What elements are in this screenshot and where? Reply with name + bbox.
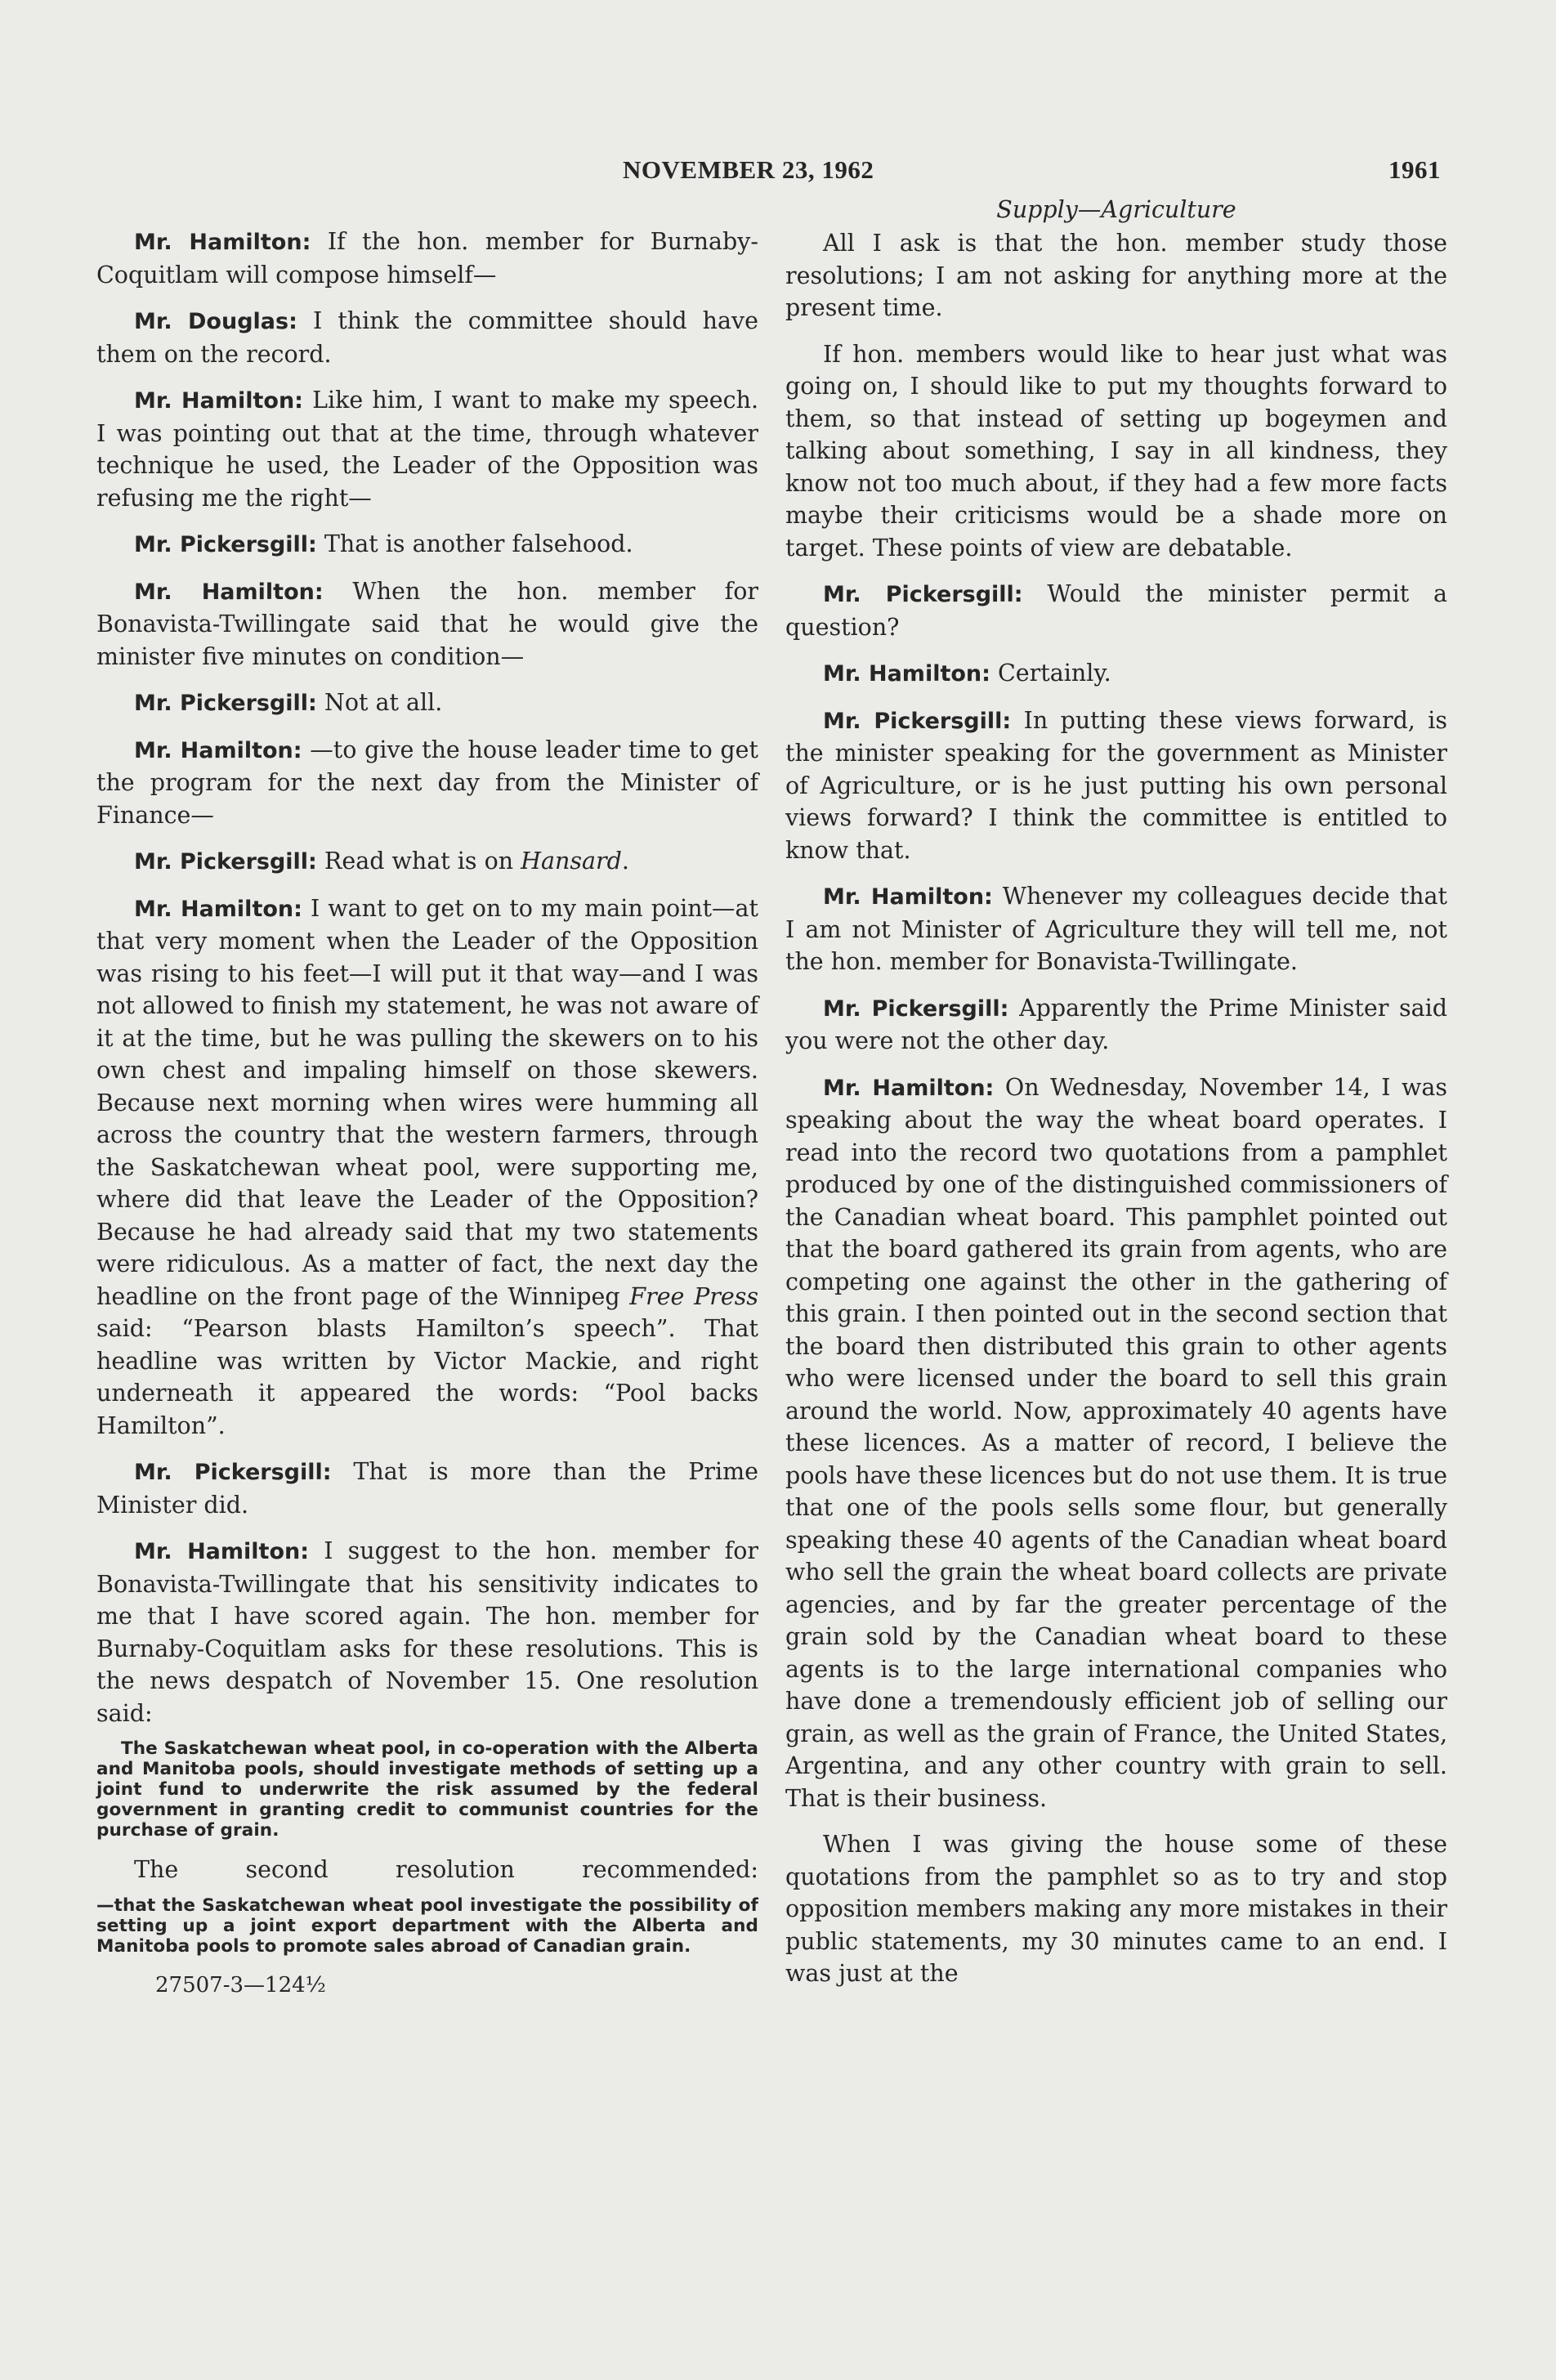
block-quote: —that the Saskatchewan wheat pool investigate the possibility of setting up a joint export department with the Alberta and Manitoba pools to promote sales abroad of Canadian grain.: [96, 1895, 758, 1957]
paragraph: [785, 578, 1447, 643]
speech-text: I suggest to the hon. member for Bonavista-Twillingate that his sensitivity indicates to me that I have scored again. The hon. member for Burnaby-Coquitlam asks for these resolutions. This is the news despatch of November 15. One resolution said:: [96, 1537, 758, 1727]
speech-text: Apparently the Prime Minister said you were not the other day.: [785, 994, 1447, 1054]
printer-code: 27507-3—124½: [155, 1972, 326, 1998]
speech-text: .: [621, 848, 629, 875]
header-date: NOVEMBER 23, 1962: [623, 155, 874, 184]
speech-text: That is another falsehood.: [316, 530, 633, 557]
paragraph: [96, 1456, 758, 1521]
speaker-name: Mr. Pickersgill:: [823, 995, 1009, 1022]
paragraph: All I ask is that the hon. member study those resolutions; I am not asking for anything more at the present time.: [785, 230, 1447, 321]
speaker-name: Mr. Hamilton:: [134, 230, 311, 255]
speaker-name: Mr. Hamilton:: [823, 661, 990, 687]
speaker-name: Mr. Hamilton:: [134, 388, 303, 414]
paragraph: [96, 528, 758, 561]
speech-text: When the hon. member for Bonavista-Twillingate said that he would give the minister five minutes on condition—: [96, 577, 758, 670]
speech-text: said: “Pearson blasts Hamilton’s speech”. That headline was written by Victor Mackie, and right underneath it appeared the words: “Pool backs Hamilton”.: [96, 1315, 758, 1439]
left-column: [96, 226, 758, 2002]
paragraph: [96, 734, 758, 832]
speech-text: Read what is on: [316, 848, 521, 875]
section-title: Supply—Agriculture: [996, 196, 1236, 223]
speech-text: Whenever my colleagues decide that I am not Minister of Agriculture they will tell me, not the hon. member for Bonavista-Twillingate.: [785, 883, 1447, 975]
paragraph: [96, 305, 758, 370]
speaker-name: Mr. Pickersgill:: [823, 582, 1023, 607]
block-quote: The Saskatchewan wheat pool, in co-operation with the Alberta and Manitoba pools, should investigate methods of setting up a joint fund to underwrite the risk assumed by the federal government in granting credit to communist countries for the purchase of grain.: [96, 1738, 758, 1841]
page-header: [96, 155, 1441, 196]
speaker-name: Mr. Pickersgill:: [134, 691, 317, 716]
speech-text: I think the committee should have them on the record.: [96, 307, 758, 368]
speech-text: In putting these views forward, is the minister speaking for the government as Minister of Agriculture, or is he just putting his own personal views forward? I think the committee is entitled to know that.: [785, 706, 1447, 864]
speech-text: —to give the house leader time to get the program for the next day from the Minister of Finance—: [96, 736, 758, 829]
italic-title: Free Press: [629, 1282, 759, 1310]
speaker-name: Mr. Hamilton:: [823, 884, 993, 910]
paragraph: [96, 892, 758, 1443]
speaker-name: Mr. Pickersgill:: [134, 532, 317, 557]
paragraph: [96, 845, 758, 879]
speech-text: If the hon. member for Burnaby-Coquitlam will compose himself—: [96, 228, 758, 289]
paragraph: [785, 880, 1447, 978]
paragraph: [96, 1535, 758, 1729]
speaker-name: Mr. Hamilton:: [134, 896, 302, 922]
speech-text: Like him, I want to make my speech. I was pointing out that at the time, through whatever technique he used, the Leader of the Opposition was refusing me the right—: [96, 387, 758, 512]
paragraph: [96, 687, 758, 720]
speaker-name: Mr. Hamilton:: [823, 1075, 995, 1101]
page-number: 1961: [1388, 155, 1441, 184]
paragraph: [785, 1071, 1447, 1815]
paragraph: When I was giving the house some of these quotations from the pamphlet so as to try and stop opposition members making any more mistakes in their public statements, my 30 minutes came to an end. I was just at the: [785, 1831, 1447, 1987]
speaker-name: Mr. Pickersgill:: [823, 708, 1012, 734]
speech-text: On Wednesday, November 14, I was speaking about the way the wheat board operates. I read into the record two quotations from a pamphlet produced by one of the distinguished commissioners of the Canadian wheat board. This pamphlet pointed out that the board gathered its grain from agents, who are competing one against the other in the gathering of this grain. I then pointed out in the second section that the board then distributed this grain to other agents who were licensed under the board to sell this grain around the world. Now, approximately 40 agents have these licences. As a matter of record, I believe the pools have these licences but do not use them. It is true that one of the pools sells some flour, but generally speaking these 40 agents of the Canadian wheat board who sell the grain the wheat board collects are private agencies, and by far the greater percentage of the grain sold by the Canadian wheat board to these agents is to the large international companies who have done a tremendously efficient job of selling our grain, as well as the grain of France, the United States, Argentina, and any other country with grain to sell. That is their business.: [785, 1073, 1447, 1812]
speech-text: I want to get on to my main point—at that very moment when the Leader of the Opposition was rising to his feet—I will put it that way—and I was not allowed to finish my statement, he was not aware of it at the time, but he was pulling the skewers on to his own chest and impaling himself on those skewers. Because next morning when wires were humming all across the country that the western farmers, through the Saskatchewan wheat pool, were supporting me, where did that leave the Leader of the Opposition? Because he had already said that my two statements were ridiculous. As a matter of fact, the next day the headline on the front page of the Winnipeg: [96, 894, 758, 1310]
speaker-name: Mr. Hamilton:: [134, 737, 302, 763]
paragraph: If hon. members would like to hear just what was going on, I should like to put my thoughts forward to them, so that instead of setting up bogeymen and talking about something, I say in all kindness, they know not too much about, if they had a few more facts maybe their criticisms would be a shade more on target. These points of view are debatable.: [785, 340, 1447, 561]
speech-text: Certainly.: [990, 660, 1111, 687]
speaker-name: Mr. Hamilton:: [134, 579, 324, 605]
speaker-name: Mr. Hamilton:: [134, 1539, 310, 1564]
speaker-name: Mr. Pickersgill:: [134, 849, 317, 875]
paragraph: [96, 226, 758, 291]
paragraph: [96, 384, 758, 514]
paragraph: The second resolution recommended:: [134, 1856, 758, 1883]
speaker-name: Mr. Douglas:: [134, 309, 297, 334]
paragraph: [785, 705, 1447, 867]
speech-text: Would the minister permit a question?: [785, 580, 1448, 641]
speaker-name: Mr. Pickersgill:: [134, 1460, 332, 1485]
italic-title: Hansard: [521, 848, 622, 875]
paragraph: [96, 575, 758, 673]
paragraph: [785, 657, 1447, 691]
paragraph: [785, 992, 1447, 1058]
speech-text: Not at all.: [316, 689, 443, 716]
right-column: [785, 195, 1447, 2004]
speech-text: That is more than the Prime Minister did.: [96, 1458, 758, 1519]
